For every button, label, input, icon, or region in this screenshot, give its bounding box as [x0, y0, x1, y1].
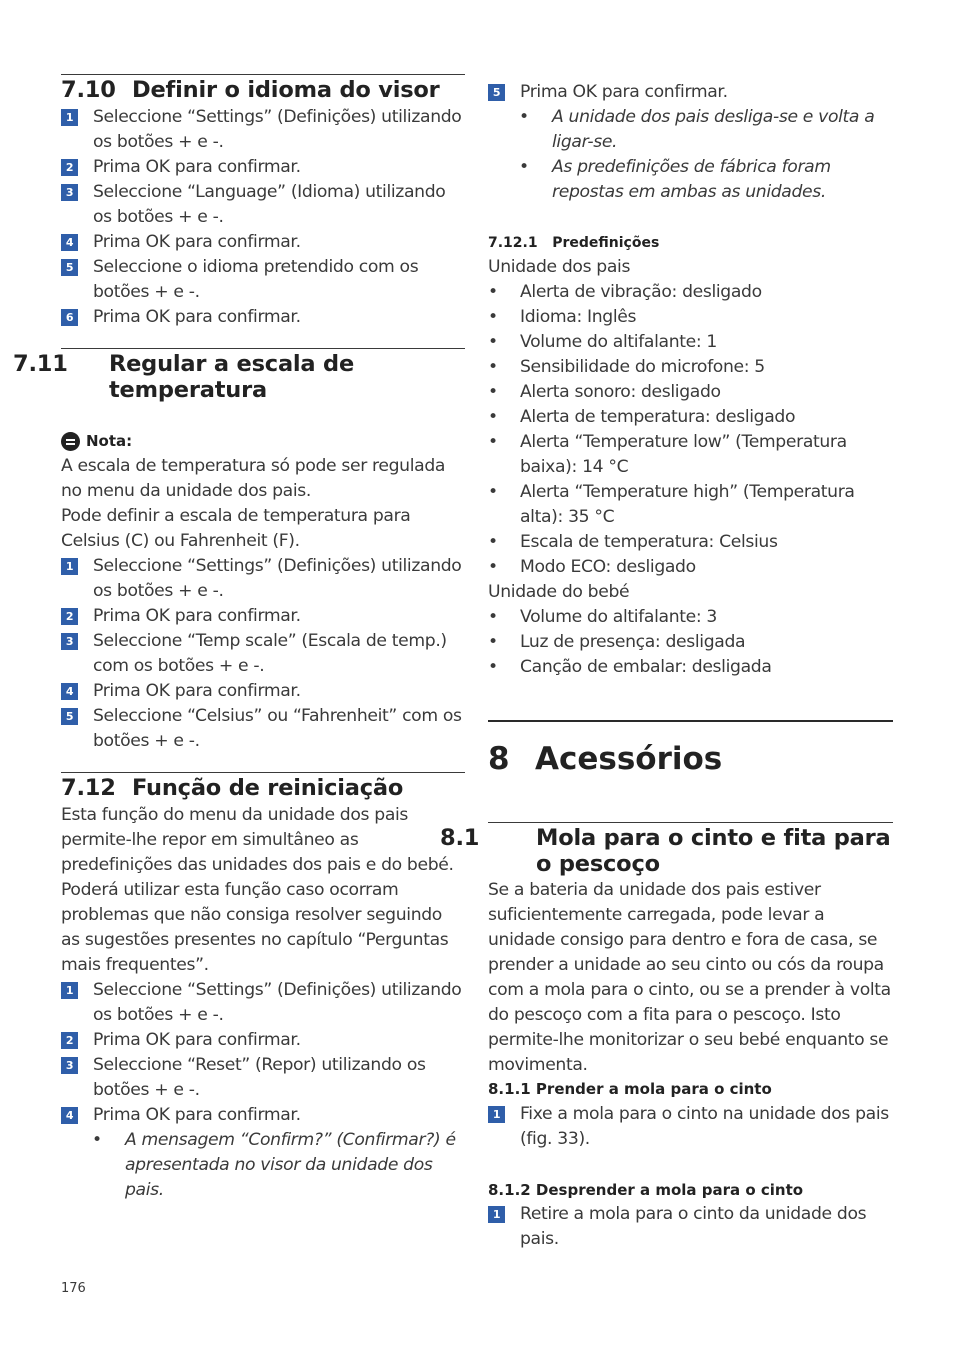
step-text: Seleccione o idioma pretendido com os botões + e -. [93, 257, 419, 302]
step-item [488, 1202, 893, 1252]
step-number: 5 [488, 84, 505, 101]
step-item [61, 1028, 465, 1053]
defaults-list [488, 255, 893, 680]
section-number: 7.12 [61, 775, 116, 801]
step-item [61, 255, 465, 305]
section-heading-7-12 [61, 775, 465, 801]
step-text: Seleccione “Language” (Idioma) utilizando os botões + e -. [93, 182, 446, 227]
subsection-title: 8.1.2 Desprender a mola para o cinto [488, 1181, 804, 1199]
list-item-text: Alerta “Temperature high” (Temperatura alta): 35 °C [520, 482, 855, 527]
step-text: Prima OK para confirmar. [520, 82, 728, 102]
list-item-text: Idioma: Inglês [520, 307, 637, 327]
step-text: Prima OK para confirmar. [93, 1105, 301, 1125]
step-item [61, 554, 465, 604]
result-bullet [61, 1128, 465, 1203]
list-item [488, 655, 893, 680]
result-bullet [488, 105, 893, 155]
list-item [488, 405, 893, 430]
bullet-dot: • [488, 532, 498, 552]
paragraph: Esta função do menu da unidade dos pais permite-lhe repor em simultâneo as predefinições das unidades dos pais e do bebé. Poderá utilizar esta função caso ocorram problemas que não consiga resolver seguindo as sugestões presentes no capítulo “Perguntas mais frequentes”. [61, 805, 454, 975]
list-item [488, 480, 893, 530]
step-text: Seleccione “Settings” (Definições) utilizando os botões + e -. [93, 556, 462, 601]
bullet-dot: • [488, 607, 498, 627]
bullet-dot: • [488, 307, 498, 327]
step-number: 3 [61, 184, 78, 201]
list-item-text: Canção de embalar: desligada [520, 657, 772, 677]
steps-8-1-1 [488, 1102, 893, 1152]
step-item [61, 155, 465, 180]
section-title: Função de reiniciação [132, 775, 404, 801]
bullet-dot: • [488, 557, 498, 577]
page-number: 176 [61, 1281, 86, 1296]
bullet-dot: • [488, 657, 498, 677]
note-heading [61, 430, 465, 452]
section-heading-8-1 [440, 825, 893, 877]
section-heading-7-11 [13, 351, 465, 403]
list-item [488, 380, 893, 405]
step-number: 3 [61, 1057, 78, 1074]
chapter-title: Acessórios [535, 741, 723, 777]
list-item [488, 630, 893, 655]
section-title: Mola para o cinto e fita para o pescoço [536, 825, 891, 877]
step-text: Prima OK para confirmar. [93, 606, 301, 626]
subsection-title: 8.1.1 Prender a mola para o cinto [488, 1080, 772, 1098]
list-item-text: Alerta “Temperature low” (Temperatura baixa): 14 °C [520, 432, 847, 477]
step-text: Seleccione “Reset” (Repor) utilizando os botões + e -. [93, 1055, 426, 1100]
step-number: 2 [61, 1032, 78, 1049]
step-number: 1 [61, 109, 78, 126]
section-8-1-body [488, 878, 893, 1078]
subsection-title: Predefinições [552, 235, 660, 251]
bullet-dot: • [488, 332, 498, 352]
list-item-text: Volume do altifalante: 3 [520, 607, 717, 627]
step-number: 4 [61, 1107, 78, 1124]
reset-continued [488, 80, 893, 205]
list-item-text: Alerta de vibração: desligado [520, 282, 762, 302]
subsection-heading-7-12-1 [488, 233, 893, 253]
step-item [61, 230, 465, 255]
list-item-text: Luz de presença: desligada [520, 632, 746, 652]
steps-8-1-2 [488, 1202, 893, 1252]
subsection-heading-8-1-2 [488, 1180, 893, 1200]
step-item [488, 80, 893, 105]
step-text: Prima OK para confirmar. [93, 157, 301, 177]
list-item-text: Sensibilidade do microfone: 5 [520, 357, 765, 377]
bullet-dot: • [488, 632, 498, 652]
step-number: 2 [61, 608, 78, 625]
bullet-dot: • [488, 482, 498, 502]
list-item [488, 355, 893, 380]
result-text: A mensagem “Confirm?” (Confirmar?) é apresentada no visor da unidade dos pais. [125, 1130, 456, 1200]
section-rule [488, 822, 893, 823]
step-item [61, 305, 465, 330]
step-number: 1 [488, 1106, 505, 1123]
list-item-text: Alerta de temperatura: desligado [520, 407, 796, 427]
list-item [488, 330, 893, 355]
step-text: Seleccione “Temp scale” (Escala de temp.) com os botões + e -. [93, 631, 447, 676]
chapter-number: 8 [488, 741, 510, 777]
step-text: Seleccione “Settings” (Definições) utilizando os botões + e -. [93, 980, 462, 1025]
result-text: A unidade dos pais desliga-se e volta a ligar-se. [552, 107, 875, 152]
section-number: 8.1 [440, 825, 480, 851]
subsection-number: 7.12.1 [488, 235, 538, 251]
step-text: Prima OK para confirmar. [93, 307, 301, 327]
result-bullet [488, 155, 893, 205]
step-text: Prima OK para confirmar. [93, 1030, 301, 1050]
step-text: Seleccione “Settings” (Definições) utilizando os botões + e -. [93, 107, 462, 152]
bullet-dot: • [519, 157, 529, 177]
step-number: 6 [61, 309, 78, 326]
note-line: A escala de temperatura só pode ser regulada no menu da unidade dos pais. [61, 456, 446, 501]
chapter-heading-8 [488, 739, 893, 779]
section-number: 7.10 [61, 77, 116, 103]
bullet-dot: • [519, 107, 529, 127]
step-number: 1 [488, 1206, 505, 1223]
step-item [488, 1102, 893, 1152]
subsection-heading-8-1-1 [488, 1079, 893, 1099]
step-number: 2 [61, 159, 78, 176]
section-title: Regular a escala de temperatura [109, 351, 355, 403]
list-item [488, 605, 893, 630]
list-item [488, 280, 893, 305]
step-text: Prima OK para confirmar. [93, 681, 301, 701]
note-line: Pode definir a escala de temperatura para Celsius (C) ou Fahrenheit (F). [61, 506, 411, 551]
step-number: 3 [61, 633, 78, 650]
step-number: 4 [61, 683, 78, 700]
step-number: 4 [61, 234, 78, 251]
step-item [61, 1103, 465, 1128]
section-number: 7.11 [13, 351, 68, 377]
list-item [488, 555, 893, 580]
list-item [488, 305, 893, 330]
step-text: Prima OK para confirmar. [93, 232, 301, 252]
section-heading-7-10 [61, 77, 465, 103]
bullet-dot: • [488, 432, 498, 452]
section-rule [61, 74, 465, 75]
step-item [61, 629, 465, 679]
list-label: Unidade do bebé [488, 582, 630, 602]
step-number: 1 [61, 982, 78, 999]
steps-7-10 [61, 105, 465, 330]
step-number: 1 [61, 558, 78, 575]
step-number: 5 [61, 708, 78, 725]
note-body [61, 454, 465, 754]
bullet-dot: • [488, 282, 498, 302]
section-rule [61, 772, 465, 773]
step-text: Seleccione “Celsius” ou “Fahrenheit” com os botões + e -. [93, 706, 462, 751]
paragraph: Se a bateria da unidade dos pais estiver suficientemente carregada, pode levar a unidade consigo para dentro e fora de casa, se prender a unidade ao seu cinto ou cós da roupa com a mola para o cinto, ou se a prender à volta do pescoço com a fita para o pescoço. Isto permite-lhe monitorizar o seu bebé enquanto se movimenta. [488, 880, 891, 1075]
list-label: Unidade dos pais [488, 257, 631, 277]
list-item-text: Modo ECO: desligado [520, 557, 696, 577]
step-item [61, 105, 465, 155]
list-item [488, 530, 893, 555]
step-text: Retire a mola para o cinto da unidade dos pais. [520, 1204, 867, 1249]
step-text: Fixe a mola para o cinto na unidade dos pais (fig. 33). [520, 1104, 889, 1149]
note-label: Nota: [86, 432, 133, 450]
step-item [61, 604, 465, 629]
step-item [61, 180, 465, 230]
bullet-dot: • [488, 357, 498, 377]
list-item-text: Volume do altifalante: 1 [520, 332, 717, 352]
step-item [61, 1053, 465, 1103]
list-item [488, 430, 893, 480]
section-title: Definir o idioma do visor [132, 77, 440, 103]
section-7-12-body [61, 803, 465, 1203]
bullet-dot: • [92, 1130, 102, 1150]
result-text: As predefinições de fábrica foram repostas em ambas as unidades. [552, 157, 831, 202]
step-number: 5 [61, 259, 78, 276]
step-item [61, 704, 465, 754]
bullet-dot: • [488, 407, 498, 427]
list-item-text: Alerta sonoro: desligado [520, 382, 721, 402]
step-item [61, 978, 465, 1028]
bullet-dot: • [488, 382, 498, 402]
section-rule [61, 348, 465, 349]
chapter-rule [488, 720, 893, 722]
list-item-text: Escala de temperatura: Celsius [520, 532, 778, 552]
step-item [61, 679, 465, 704]
note-icon [61, 432, 80, 451]
